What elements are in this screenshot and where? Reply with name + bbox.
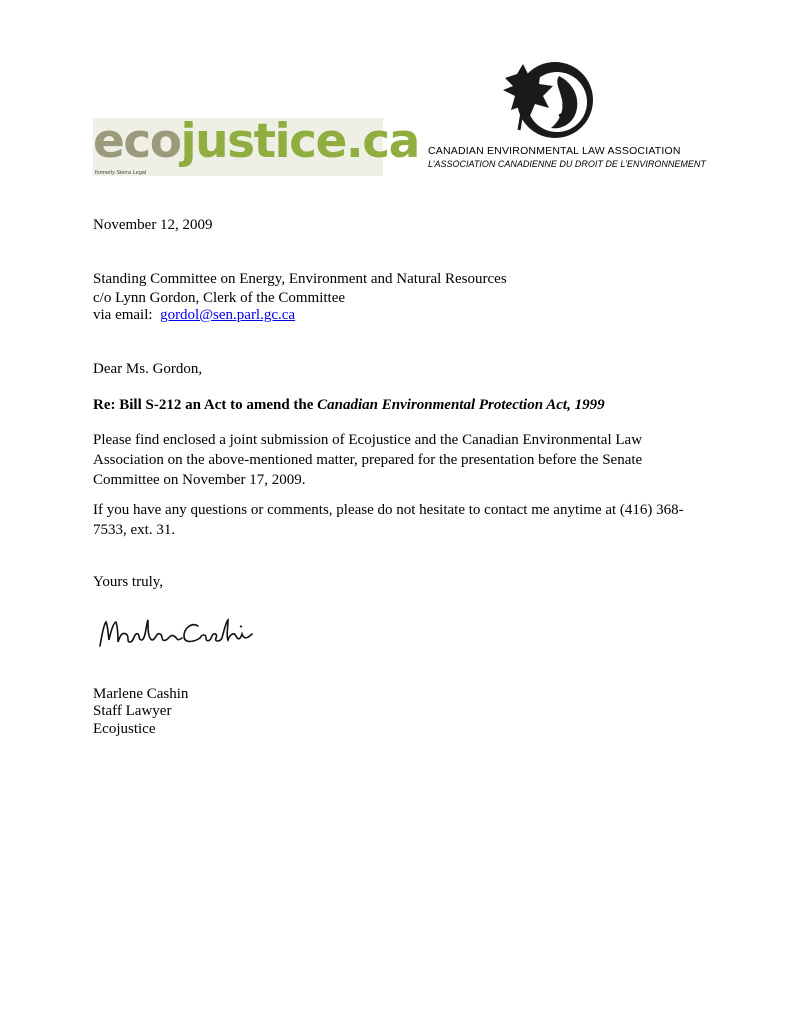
recipient-line-1: Standing Committee on Energy, Environment and Natural Resources [93,271,507,287]
subject-line [93,395,605,415]
signer-organization: Ecojustice [93,721,156,737]
paragraph-contact: If you have any questions or comments, please do not hesitate to contact me anytime at (416) 368-7533, ext. 31. [93,502,684,538]
paragraph-submission: Please find enclosed a joint submission of Ecojustice and the Canadian Environmental Law Association on the above-mentioned matter, prepared for the presentation before the Senate Committee on November 17, 2009. [93,432,643,488]
cela-name-french: L’ASSOCIATION CANADIENNE DU DROIT DE L’ENVIRONNEMENT [428,159,706,169]
email-prefix: via email: [93,307,153,323]
subject-prefix: Re: Bill S-212 an Act to amend the [93,397,318,413]
signer-title: Staff Lawyer [93,703,172,719]
signer-name: Marlene Cashin [93,686,189,702]
handwritten-signature [96,612,258,654]
salutation: Dear Ms. Gordon, [93,361,203,377]
ecojustice-wordmark: ecojustice.ca [93,114,419,169]
cela-leaf-emblem-icon [499,56,595,140]
letter-date: November 12, 2009 [93,217,213,233]
closing: Yours truly, [93,574,164,590]
ecojustice-logo [93,114,419,176]
recipient-email-line [93,305,295,325]
cela-name: CANADIAN ENVIRONMENTAL LAW ASSOCIATION [428,145,681,157]
recipient-line-2: c/o Lynn Gordon, Clerk of the Committee [93,290,346,306]
recipient-email-link[interactable]: gordol@sen.parl.gc.ca [160,307,296,323]
subject-act-title: Canadian Environmental Protection Act, 1999 [317,397,605,413]
ecojustice-former-name: formerly Sierra Legal [95,170,147,176]
